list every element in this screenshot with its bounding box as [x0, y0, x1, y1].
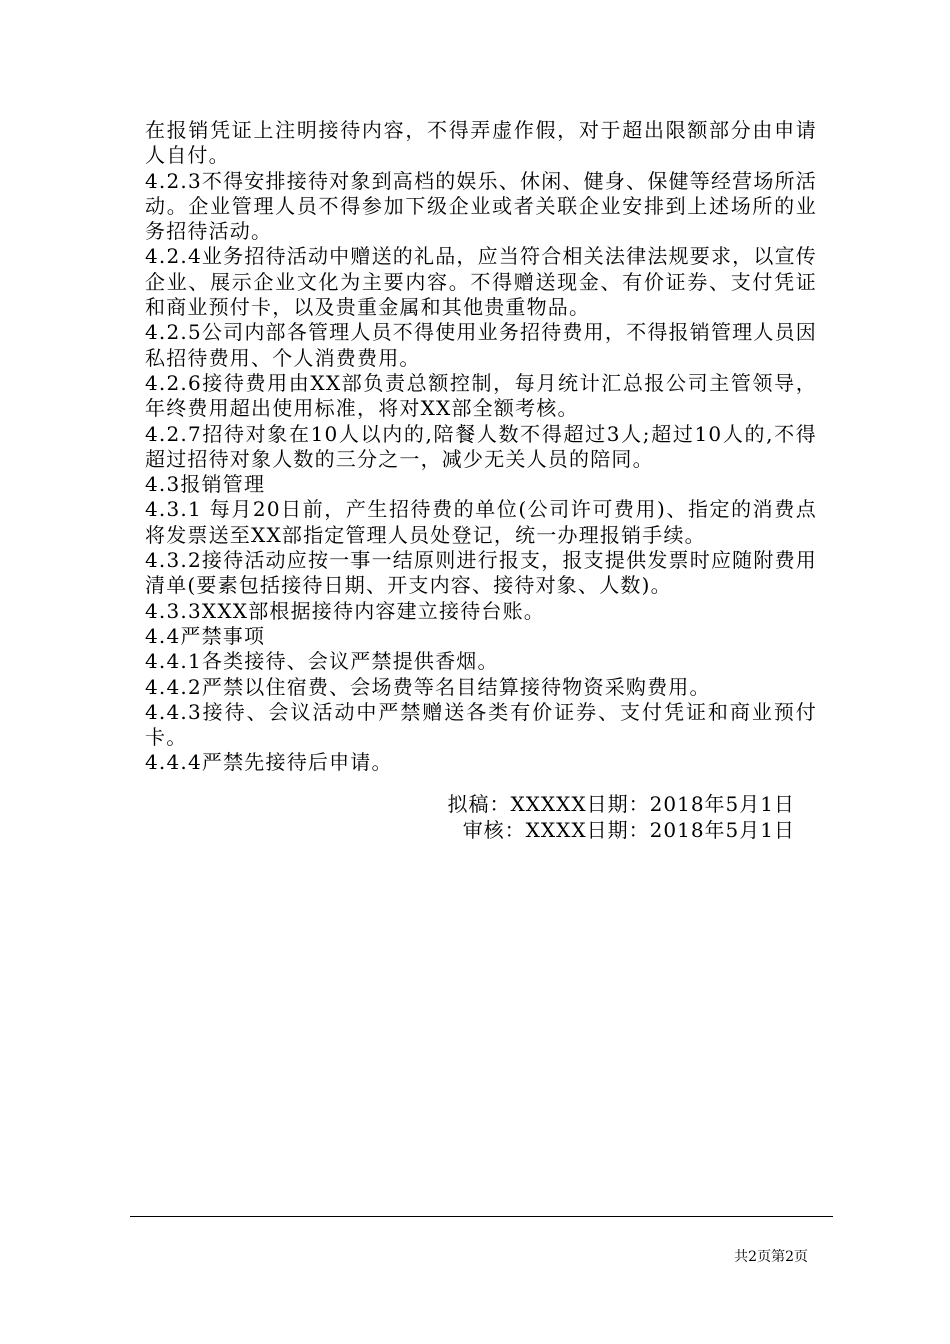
clause-4-2-4: 4.2.4业务招待活动中赠送的礼品，应当符合相关法律法规要求，以宣传企业、展示企业文化为主要内容。不得赠送现金、有价证券、支付凭证和商业预付卡，以及贵重金属和其他贵重物品。	[145, 244, 817, 320]
clause-4-2-7: 4.2.7招待对象在10人以内的,陪餐人数不得超过3人;超过10人的,不得超过招待对象人数的三分之一，减少无关人员的陪同。	[145, 421, 817, 471]
clause-4-3-3: 4.3.3XXX部根据接待内容建立接待台账。	[145, 598, 546, 623]
clause-4-4-2: 4.4.2严禁以住宿费、会场费等名目结算接待物资采购费用。	[145, 674, 711, 699]
clause-4-2-6: 4.2.6接待费用由XX部负责总额控制，每月统计汇总报公司主管领导，年终费用超出使用标准，将对XX部全额考核。	[145, 370, 817, 421]
clause-4-4-1: 4.4.1各类接待、会议严禁提供香烟。	[145, 649, 499, 674]
signoff-block	[440, 791, 795, 843]
paragraph-reimbursement-note: 在报销凭证上注明接待内容，不得弄虚作假，对于超出限额部分由申请人自付。	[145, 118, 817, 168]
section-heading-4-4: 4.4严禁事项	[145, 623, 266, 648]
page-number: 共2页第2页	[734, 1249, 808, 1265]
document-body	[145, 118, 817, 776]
clause-4-4-3: 4.4.3接待、会议活动中严禁赠送各类有价证券、支付凭证和商业预付卡。	[145, 699, 817, 750]
clause-4-4-4: 4.4.4严禁先接待后申请。	[145, 750, 393, 775]
draft-signoff-line: 拟稿：XXXXX日期：2018年5月1日	[447, 792, 795, 816]
clause-4-2-5: 4.2.5公司内部各管理人员不得使用业务招待费用，不得报销管理人员因私招待费用、个人消费费用。	[145, 320, 817, 370]
footer-divider	[130, 1216, 833, 1217]
section-heading-4-3: 4.3报销管理	[145, 472, 266, 497]
clause-4-3-2: 4.3.2接待活动应按一事一结原则进行报支，报支提供发票时应随附费用清单(要素包括接待日期、开支内容、接待对象、人数)。	[145, 548, 817, 598]
clause-4-3-1: 4.3.1 每月20日前，产生招待费的单位(公司许可费用)、指定的消费点将发票送至XX部指定管理人员处登记，统一办理报销手续。	[145, 497, 817, 547]
clause-4-2-3: 4.2.3不得安排接待对象到高档的娱乐、休闲、健身、保健等经营场所活动。企业管理人员不得参加下级企业或者关联企业安排到上述场所的业务招待活动。	[145, 168, 817, 244]
review-signoff-line: 审核：XXXX日期：2018年5月1日	[462, 818, 795, 842]
